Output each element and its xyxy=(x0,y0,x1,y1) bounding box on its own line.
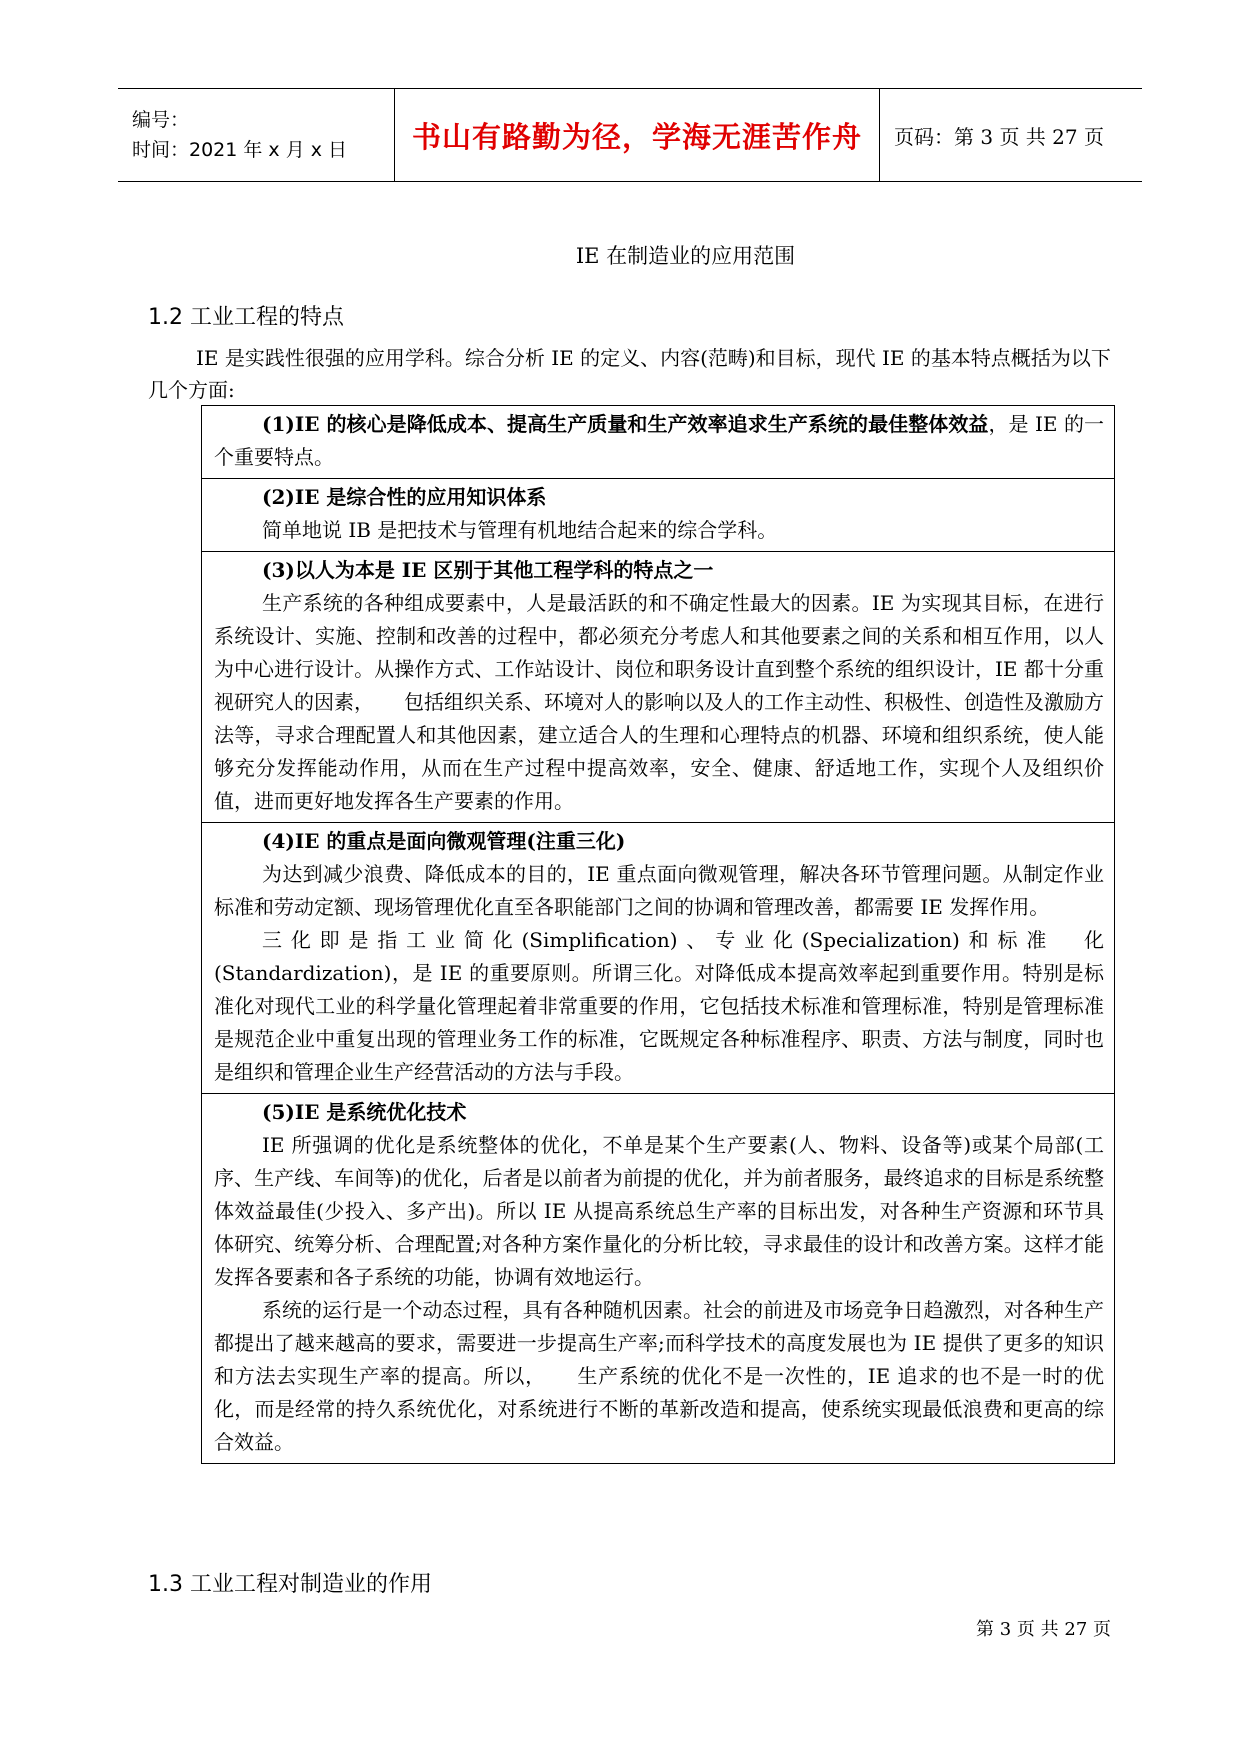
feature-paragraph: 三化即是指工业简化(Simplification)、专业化(Specialization)和标准 化(Standardization)，是 IE 的重要原则。所谓三化。对降低成本提高效率起到重要作用。特别是标准化对现代工业的科学量化管理起着非常重要的作用，它包括技术标准和管理标准，特别是管理标准是规范企业中重复出现的管理业务工作的标准，它既规定各种标准程序、职责、方法与制度，同时也是组织和管理企业生产经营活动的方法与手段。 xyxy=(214,928,1104,1084)
feature-box-4 xyxy=(202,822,1114,1093)
feature-box-3 xyxy=(202,551,1114,822)
section-1-3-title: 1.3 工业工程对制造业的作用 xyxy=(148,1572,432,1597)
feature-title: (4)IE 的重点是面向微观管理(注重三化) xyxy=(262,829,626,853)
header-motto: 书山有路勤为径，学海无涯苦作舟 xyxy=(395,89,880,181)
feature-box-5 xyxy=(202,1093,1114,1463)
number-label: 编号： xyxy=(132,109,190,131)
feature-tail: ，是 IE 的一个重要特点。 xyxy=(214,412,1105,469)
feature-title: (5)IE 是系统优化技术 xyxy=(262,1100,467,1124)
feature-paragraph: IE 所强调的优化是系统整体的优化，不单是某个生产要素(人、物料、设备等)或某个局部(工序、生产线、车间等)的优化，后者是以前者为前提的优化，并为前者服务，最终追求的目标是系统整体效益最佳(少投入、多产出)。所以 IE 从提高系统总生产率的目标出发，对各种生产资源和环节具体研究、统筹分析、合理配置;对各种方案作量化的分析比较，寻求最佳的设计和改善方案。这样才能发挥各要素和各子系统的功能，协调有效地运行。 xyxy=(214,1133,1104,1289)
page-footer: 第 3 页 共 27 页 xyxy=(976,1619,1111,1640)
page-header xyxy=(118,88,1142,182)
intro-paragraph: IE 是实践性很强的应用学科。综合分析 IE 的定义、内容(范畴)和目标，现代 IE 的基本特点概括为以下几个方面: xyxy=(148,346,1111,402)
section-1-2-title: 1.2 工业工程的特点 xyxy=(148,305,344,330)
feature-title: (1)IE 的核心是降低成本、提高生产质量和生产效率追求生产系统的最佳整体效益 xyxy=(262,412,989,436)
feature-paragraph: 系统的运行是一个动态过程，具有各种随机因素。社会的前进及市场竞争日趋激烈，对各种生产都提出了越来越高的要求，需要进一步提高生产率;而科学技术的高度发展也为 IE 提供了更多的知识和方法去实现生产率的提高。所以， 生产系统的优化不是一次性的，IE 追求的也不是一时的优化，而是经常的持久系统优化，对系统进行不断的革新改造和提高，使系统实现最低浪费和更高的综合效益。 xyxy=(214,1298,1104,1454)
header-meta xyxy=(118,89,395,181)
feature-title: (3)以人为本是 IE 区别于其他工程学科的特点之一 xyxy=(262,558,714,582)
time-label: 时间：2021 年 x 月 x 日 xyxy=(132,139,348,161)
feature-box-2 xyxy=(202,478,1114,551)
figure-caption: IE 在制造业的应用范围 xyxy=(575,244,796,268)
feature-title: (2)IE 是综合性的应用知识体系 xyxy=(262,485,547,509)
feature-paragraph: 简单地说 IB 是把技术与管理有机地结合起来的综合学科。 xyxy=(262,518,778,542)
feature-paragraph: 为达到减少浪费、降低成本的目的，IE 重点面向微观管理，解决各环节管理问题。从制定作业标准和劳动定额、现场管理优化直至各职能部门之间的协调和管理改善，都需要 IE 发挥作用。 xyxy=(214,862,1104,919)
header-page-info: 页码：第 3 页 共 27 页 xyxy=(894,124,1104,149)
features-table xyxy=(201,405,1115,1464)
feature-box-1 xyxy=(202,406,1114,478)
feature-paragraph: 生产系统的各种组成要素中，人是最活跃的和不确定性最大的因素。IE 为实现其目标，在进行系统设计、实施、控制和改善的过程中，都必须充分考虑人和其他要素之间的关系和相互作用，以人为中心进行设计。从操作方式、工作站设计、岗位和职务设计直到整个系统的组织设计，IE 都十分重视研究人的因素， 包括组织关系、环境对人的影响以及人的工作主动性、积极性、创造性及激励方法等，寻求合理配置人和其他因素，建立适合人的生理和心理特点的机器、环境和组织系统，使人能够充分发挥能动作用，从而在生产过程中提高效率，安全、健康、舒适地工作，实现个人及组织价值，进而更好地发挥各生产要素的作用。 xyxy=(214,591,1104,813)
